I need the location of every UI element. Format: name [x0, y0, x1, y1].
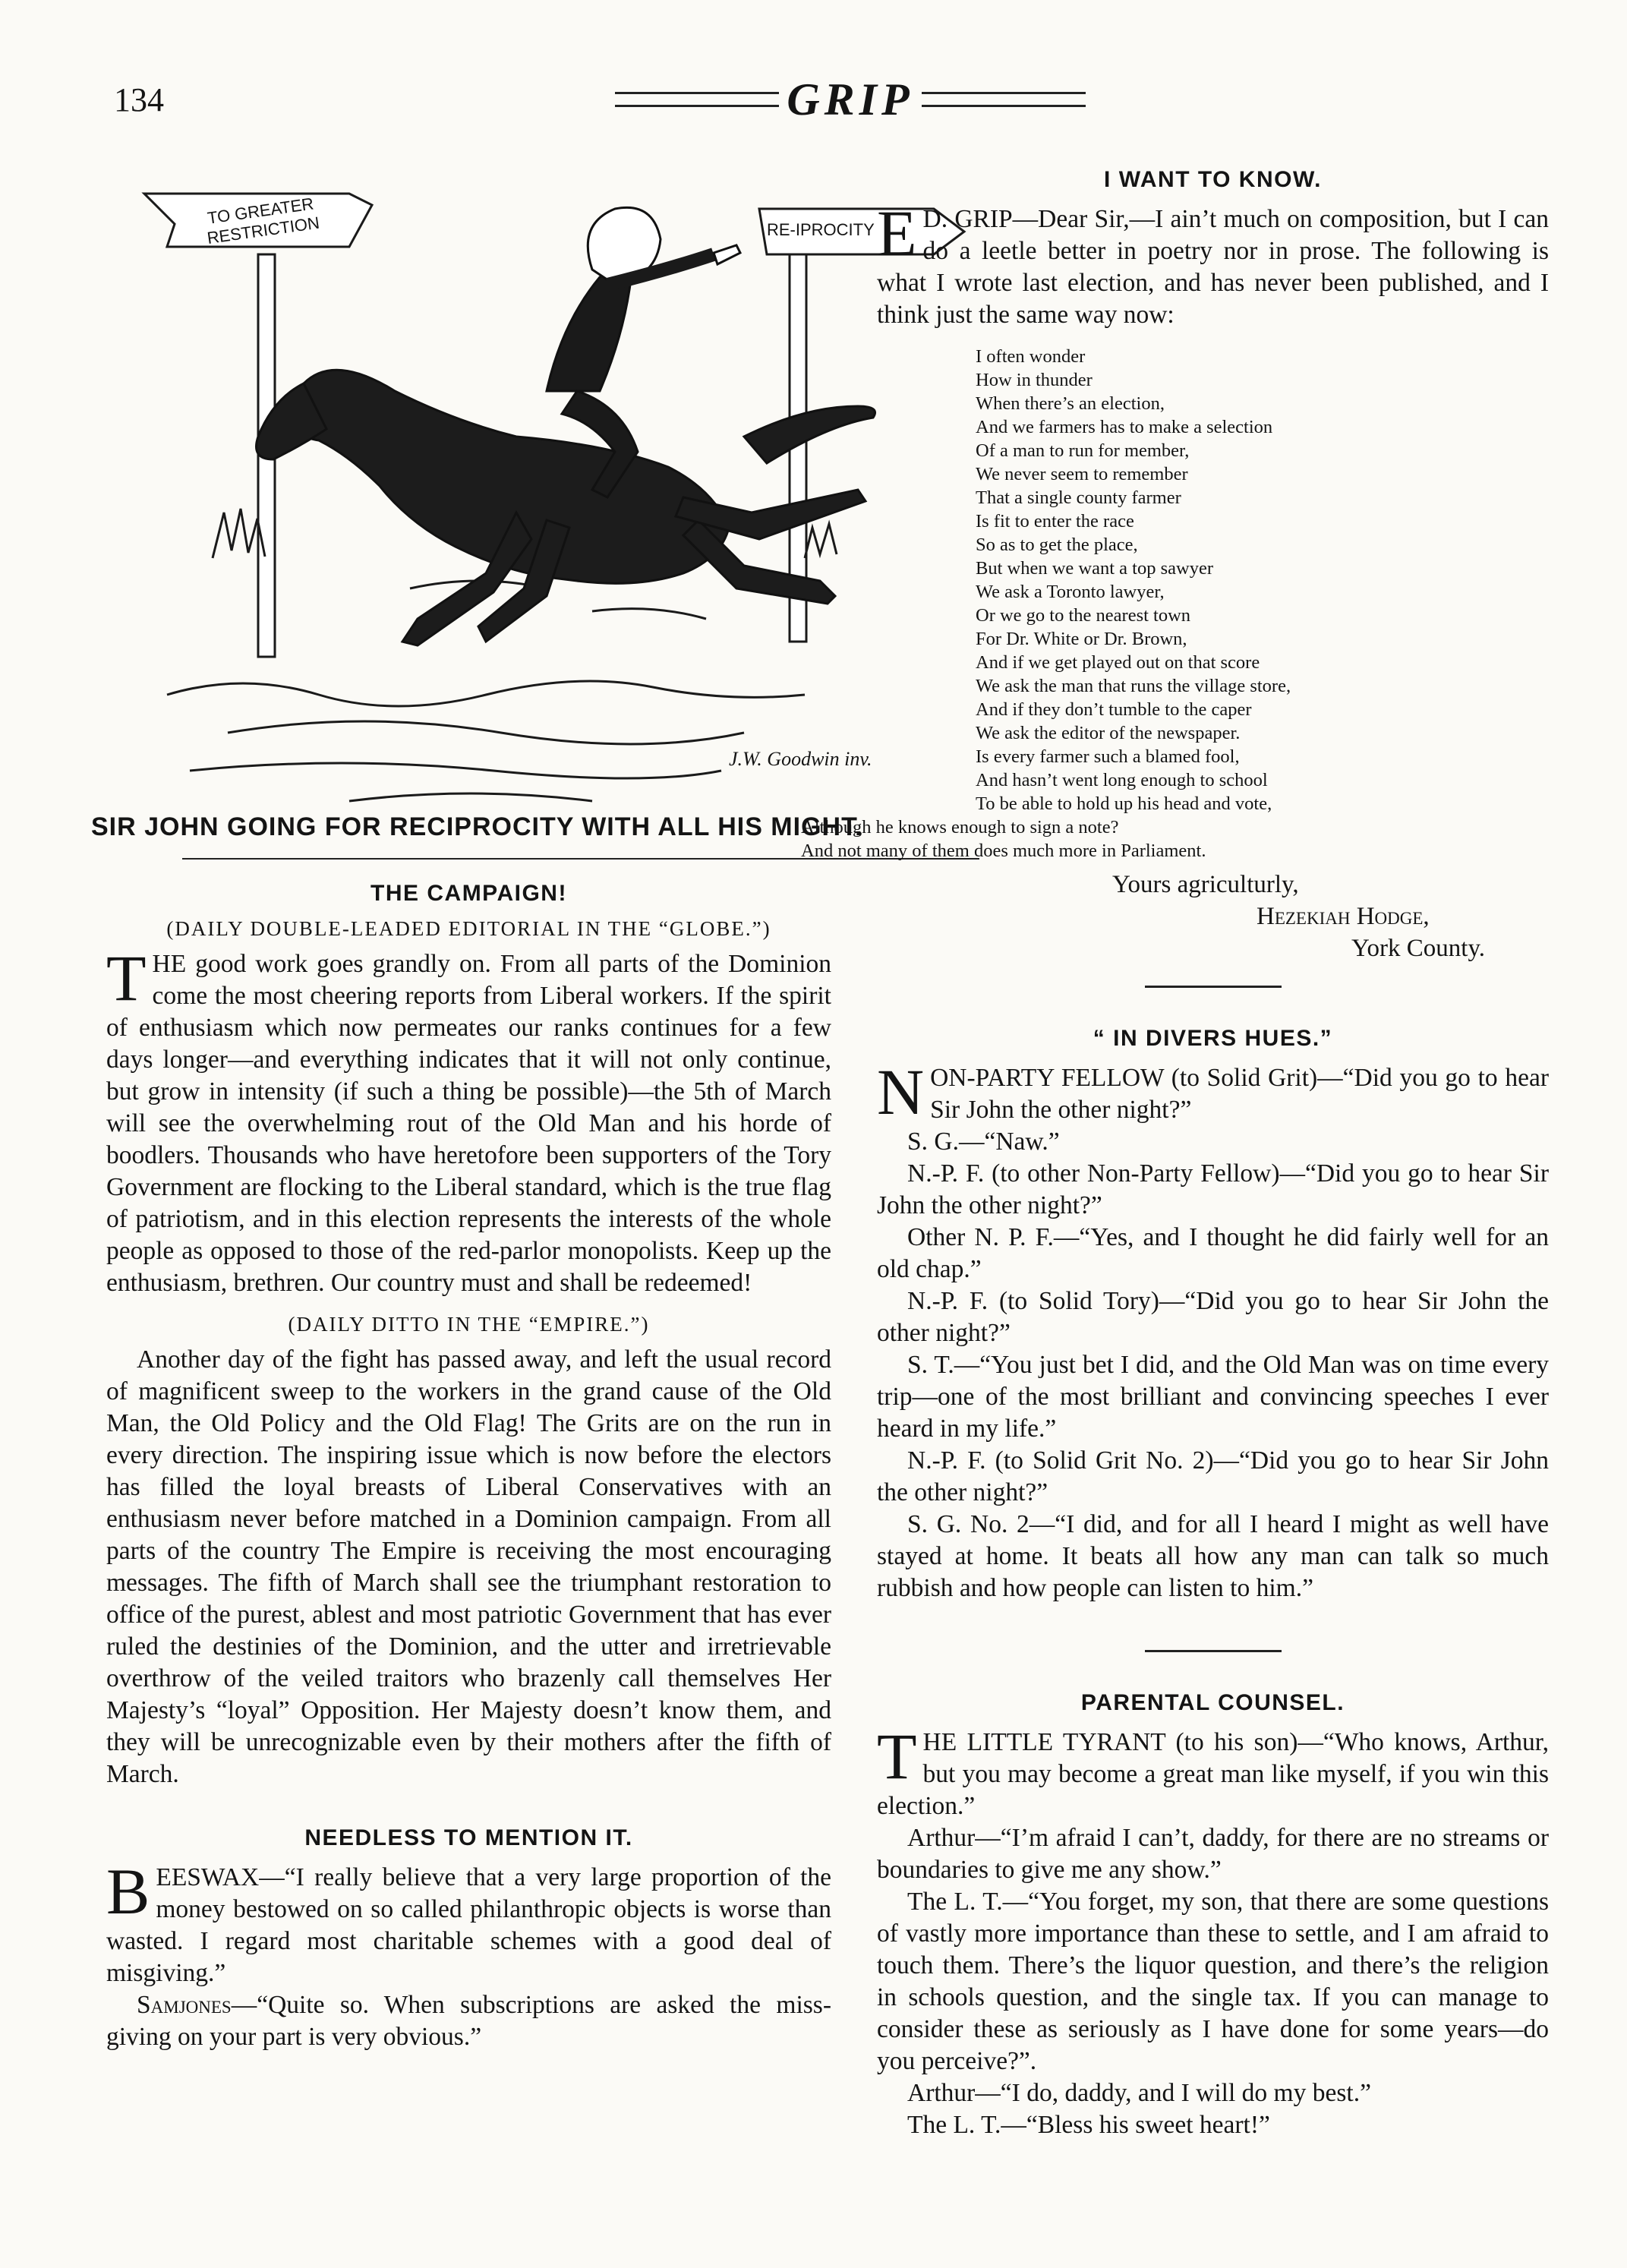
- section-divider: [1145, 1650, 1282, 1652]
- poem-line: Is fit to enter the race: [976, 511, 1134, 532]
- campaign-subhead-globe: (DAILY DOUBLE-LEADED EDITORIAL IN THE “GLOBE.”): [166, 917, 771, 940]
- poem-line: And if we get played out on that score: [976, 652, 1260, 673]
- needless-paragraph-2: [106, 1989, 831, 2053]
- parental-heading: PARENTAL COUNSEL.: [1080, 1690, 1345, 1715]
- signoff-name: Hezekiah Hodge,: [1257, 903, 1430, 930]
- dialog-line: S. T.—“You just bet I did, and the Old Man was on time every trip—one of the most brilliant and convincing speeches I ever heard in my life.”: [877, 1351, 1549, 1443]
- dialog-line: Arthur—“I’m afraid I can’t, daddy, for there are no streams or boundaries to give me any show.”: [877, 1824, 1549, 1884]
- left-sign-text: TO GREATER RESTRICTION: [206, 194, 321, 248]
- dialog-line: [877, 1720, 1549, 1822]
- needless-heading: NEEDLESS TO MENTION IT.: [304, 1825, 633, 1850]
- campaign-heading: THE CAMPAIGN!: [370, 881, 567, 906]
- dialog-line: N.-P. F. (to Solid Tory)—“Did you go to hear Sir John the other night?”: [877, 1287, 1549, 1347]
- poem-line: How in thunder: [976, 370, 1093, 390]
- want-to-know-heading: I WANT TO KNOW.: [1104, 167, 1322, 192]
- paragraph-text: HE good work goes grandly on. From all parts of the Dominion come the most cheering reports from Liberal workers. If the spirit of enthusiasm which now permeates our ranks continues for a few days longer—and everything indicates that it will not only continue, but grow in intensity (if such a thing be possible)—the 5th of March will see the overwhelming rout of the Old Man and his horde of boodlers. Thousands who have heretofore been supporters of the Tory Government are flocking to the Liberal standard, which is the true flag of patriotism, and in this election represents the interests of the whole people as opposed to those of the red-parlor monopolists. Keep up the enthusiasm, brethren. Our country must and shall be redeemed!: [106, 950, 831, 1297]
- speaker: Samjones: [137, 1991, 232, 2019]
- dropcap: T: [877, 1720, 917, 1793]
- dropcap: N: [877, 1055, 925, 1128]
- divers-hues-heading: “ IN DIVERS HUES.”: [1093, 1026, 1333, 1051]
- section-divider: [1145, 986, 1282, 988]
- poem-line: I often wonder: [976, 346, 1086, 367]
- poem-line: Of a man to run for member,: [976, 440, 1190, 461]
- poem-line: And hasn’t went long enough to school: [976, 770, 1268, 790]
- dialog-line: [877, 1055, 1549, 1128]
- dialog-line: S. G. No. 2—“I did, and for all I heard I might as well have stayed at home. It beats all how any man can talk so much rubbish and how people can listen to him.”: [877, 1510, 1549, 1602]
- page-number: 134: [114, 81, 164, 118]
- poem-line: And we farmers has to make a selection: [976, 417, 1273, 437]
- dropcap: E: [877, 197, 917, 270]
- signoff: Yours agriculturly,: [1112, 871, 1299, 898]
- masthead: [607, 73, 1093, 126]
- poem-line: That a single county farmer: [976, 487, 1181, 508]
- poem-line: When there’s an election,: [976, 393, 1165, 414]
- poem-line: So as to get the place,: [976, 535, 1138, 555]
- dialog-line: N.-P. F. (to other Non-Party Fellow)—“Did you go to hear Sir John the other night?”: [877, 1159, 1549, 1219]
- dialog-line: The L. T.—“Bless his sweet heart!”: [907, 2111, 1270, 2139]
- poem-line: To be able to hold up his head and vote,: [976, 793, 1272, 814]
- cartoon-caption: SIR JOHN GOING FOR RECIPROCITY WITH ALL HIS MIGHT.: [91, 812, 863, 841]
- dropcap: T: [106, 942, 147, 1014]
- dialog-line: The L. T.—“You forget, my son, that there are some questions of vastly more importance than these to settle, and I am afraid to touch them. There’s the liquor question, and there’s the religion in schools question, and the single tax. If you can manage to consider these as seriously as I have done for some years—do you perceive?”.: [877, 1888, 1549, 2075]
- signoff-place: York County.: [1351, 935, 1486, 962]
- dialog-line: S. G.—“Naw.”: [907, 1128, 1060, 1156]
- dialog-line: N.-P. F. (to Solid Grit No. 2)—“Did you go to hear Sir John the other night?”: [877, 1446, 1549, 1506]
- campaign-subhead-empire: (DAILY DITTO IN THE “EMPIRE.”): [288, 1313, 650, 1336]
- poem-line: For Dr. White or Dr. Brown,: [976, 629, 1187, 649]
- dropcap: B: [106, 1855, 150, 1928]
- paragraph-text: —“Quite so. When subscriptions are asked the miss-giving on your part is very obvious.”: [106, 1991, 831, 2051]
- want-to-know-intro: [877, 197, 1549, 331]
- masthead-rule-left: [615, 92, 779, 107]
- masthead-rule-right: [922, 92, 1086, 107]
- poem-line: But when we want a top sawyer: [976, 558, 1213, 579]
- needless-paragraph-1: [106, 1855, 831, 1989]
- poem-line: We ask a Toronto lawyer,: [976, 582, 1165, 602]
- dialog-text: ON-PARTY FELLOW (to Solid Grit)—“Did you go to hear Sir John the other night?”: [930, 1064, 1549, 1124]
- dialog-line: Arthur—“I do, daddy, and I will do my best.”: [907, 2079, 1371, 2107]
- poem: [801, 345, 1549, 863]
- paragraph-text: D. GRIP—Dear Sir,—I ain’t much on composition, but I can do a leetle better in poetry nor in prose. The following is what I wrote last election, and has never been published, and I think just the same way now:: [877, 205, 1549, 329]
- paragraph-text: EESWAX—“I really believe that a very large proportion of the money bestowed on so called philanthropic objects is worse than wasted. I regard most charitable schemes with a good deal of misgiving.”: [106, 1863, 831, 1987]
- masthead-title: GRIP: [787, 74, 914, 125]
- poem-line: We ask the editor of the newspaper.: [976, 723, 1241, 743]
- campaign-paragraph-1: [106, 942, 831, 1299]
- signoff-block: [877, 869, 1549, 964]
- poem-line: And not many of them does much more in Parliament.: [801, 841, 1206, 861]
- cartoon-illustration: [121, 163, 1002, 816]
- poem-line: Is every farmer such a blamed fool,: [976, 746, 1240, 767]
- artist-signature: J.W. Goodwin inv.: [729, 748, 872, 770]
- campaign-paragraph-2: Another day of the fight has passed away, and left the usual record of magnificent sweep to the workers in the grand cause of the Old Man, the Old Policy and the Old Flag! The Grits are on the run in every direction. The inspiring issue which is now before the electors has filled the loyal breasts of Liberal Conservatives with an enthusiasm never before matched in a Dominion campaign. From all parts of the country The Empire is receiving the most encouraging messages. The fifth of March shall see the triumphant restoration to office of the purest, ablest and most patriotic Government that has ever ruled the destinies of the Dominion, and the utter and irretrievable overthrow of the veiled traitors who brazenly call themselves Her Majesty’s “loyal” Opposition. Her Majesty doesn’t know them, and they will be unrecognizable even by their mothers after the fifth of March.: [106, 1345, 831, 1788]
- dialog-line: Other N. P. F.—“Yes, and I thought he did fairly well for an old chap.”: [877, 1223, 1549, 1283]
- poem-line: And if they don’t tumble to the caper: [976, 699, 1252, 720]
- poem-line: We ask the man that runs the village store,: [976, 676, 1291, 696]
- left-column: [106, 881, 831, 2053]
- right-sign-text: RE-IPROCITY: [767, 220, 875, 239]
- poem-line: Or we go to the nearest town: [976, 605, 1191, 626]
- dialog-text: HE LITTLE TYRANT (to his son)—“Who knows, Arthur, but you may become a great man like myself, if you win this election.”: [877, 1728, 1549, 1820]
- poem-line: We never seem to remember: [976, 464, 1188, 484]
- poem-line: Although he knows enough to sign a note?: [801, 817, 1119, 837]
